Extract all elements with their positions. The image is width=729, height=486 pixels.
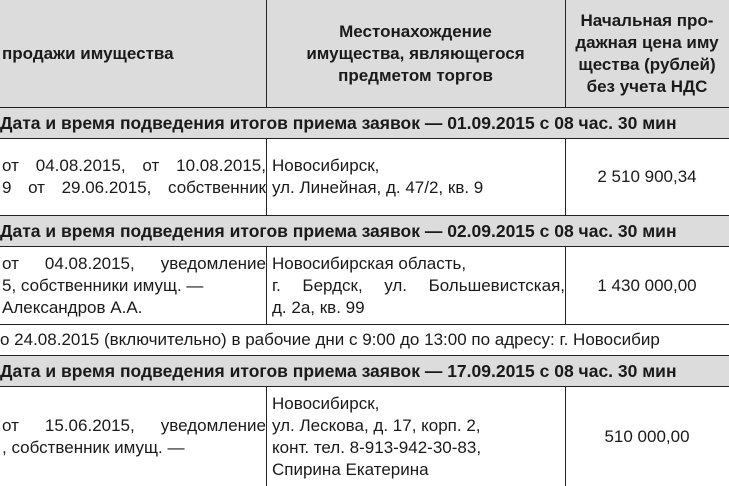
column-divider [565,386,566,486]
column-divider [565,246,566,324]
table-rule [0,138,729,139]
summary-date-band [0,356,729,386]
table-row-basis [0,387,266,486]
summary-date-band [0,216,729,246]
price-value: 510 000,00 [604,426,690,446]
location-line: Новосибирск, [272,393,380,413]
header-sale-basis-text: продажи имущества [2,43,174,63]
location-line: г. Бердск, ул. Большевистская, [272,275,565,295]
table-rule [0,324,729,325]
header-price-line: Начальная про- [580,10,714,30]
header-location-line: Местонахождение [339,21,492,41]
header-price-line: без учета НДС [586,76,708,96]
column-divider [266,246,267,324]
table-row-basis [0,139,266,215]
header-price-line: дажная цена иму [575,32,719,52]
basis-line: от 04.08.2015, уведомление [2,253,266,273]
basis-line: Александров А.А. [2,297,143,317]
basis-line: от 15.06.2015, уведомление [2,415,266,435]
location-line: конт. тел. 8-913-942-30-83, [272,437,482,457]
notice-line [0,325,729,355]
summary-date-text: Дата и время подведения итогов приема заявок — 17.09.2015 с 08 час. 30 мин [0,360,677,381]
column-divider [266,386,267,486]
table-rule [0,215,729,216]
table-row-price [565,139,729,215]
table-row-price [565,387,729,486]
column-divider [565,0,566,107]
location-line: ул. Лескова, д. 17, корп. 2, [272,415,481,435]
location-line: Новосибирская область, [272,253,467,273]
summary-date-text: Дата и время подведения итогов приема заявок — 01.09.2015 с 08 час. 30 мин [0,112,677,133]
price-value: 1 430 000,00 [597,275,697,295]
header-price-line: щества (рублей) [578,54,716,74]
table-rule [0,386,729,387]
summary-date-band [0,108,729,138]
table-row-basis [0,247,266,324]
header-location-line: предметом торгов [338,65,493,85]
table-rule [0,107,729,108]
header-price [565,0,729,107]
table-rule [0,355,729,356]
header-sale-basis [0,0,266,107]
basis-line: 9 от 29.06.2015, собственник [2,178,266,197]
basis-line: , собственник имущ. — [2,437,185,457]
column-divider [266,0,267,107]
basis-line: от 04.08.2015, от 10.08.2015, [2,156,266,175]
table-row-location [266,387,565,486]
column-divider [565,138,566,215]
price-value: 2 510 900,34 [597,167,697,186]
table-row-location [266,139,565,215]
location-line: Новосибирск, [272,156,380,175]
basis-line: 5, собственники имущ. — [2,275,204,295]
table-row-price [565,247,729,324]
location-line: Спирина Екатерина [272,459,429,479]
location-line: ул. Линейная, д. 47/2, кв. 9 [272,178,484,197]
header-location-line: имущества, являющегося [306,43,525,63]
header-location [266,0,565,107]
location-line: д. 2а, кв. 99 [272,297,365,317]
summary-date-text: Дата и время подведения итогов приема заявок — 02.09.2015 с 08 час. 30 мин [0,220,677,241]
table-rule [0,246,729,247]
table-row-location [266,247,565,324]
notice-text: о 24.08.2015 (включительно) в рабочие дни с 9:00 до 13:00 по адресу: г. Новосибир [0,330,660,349]
column-divider [266,138,267,215]
